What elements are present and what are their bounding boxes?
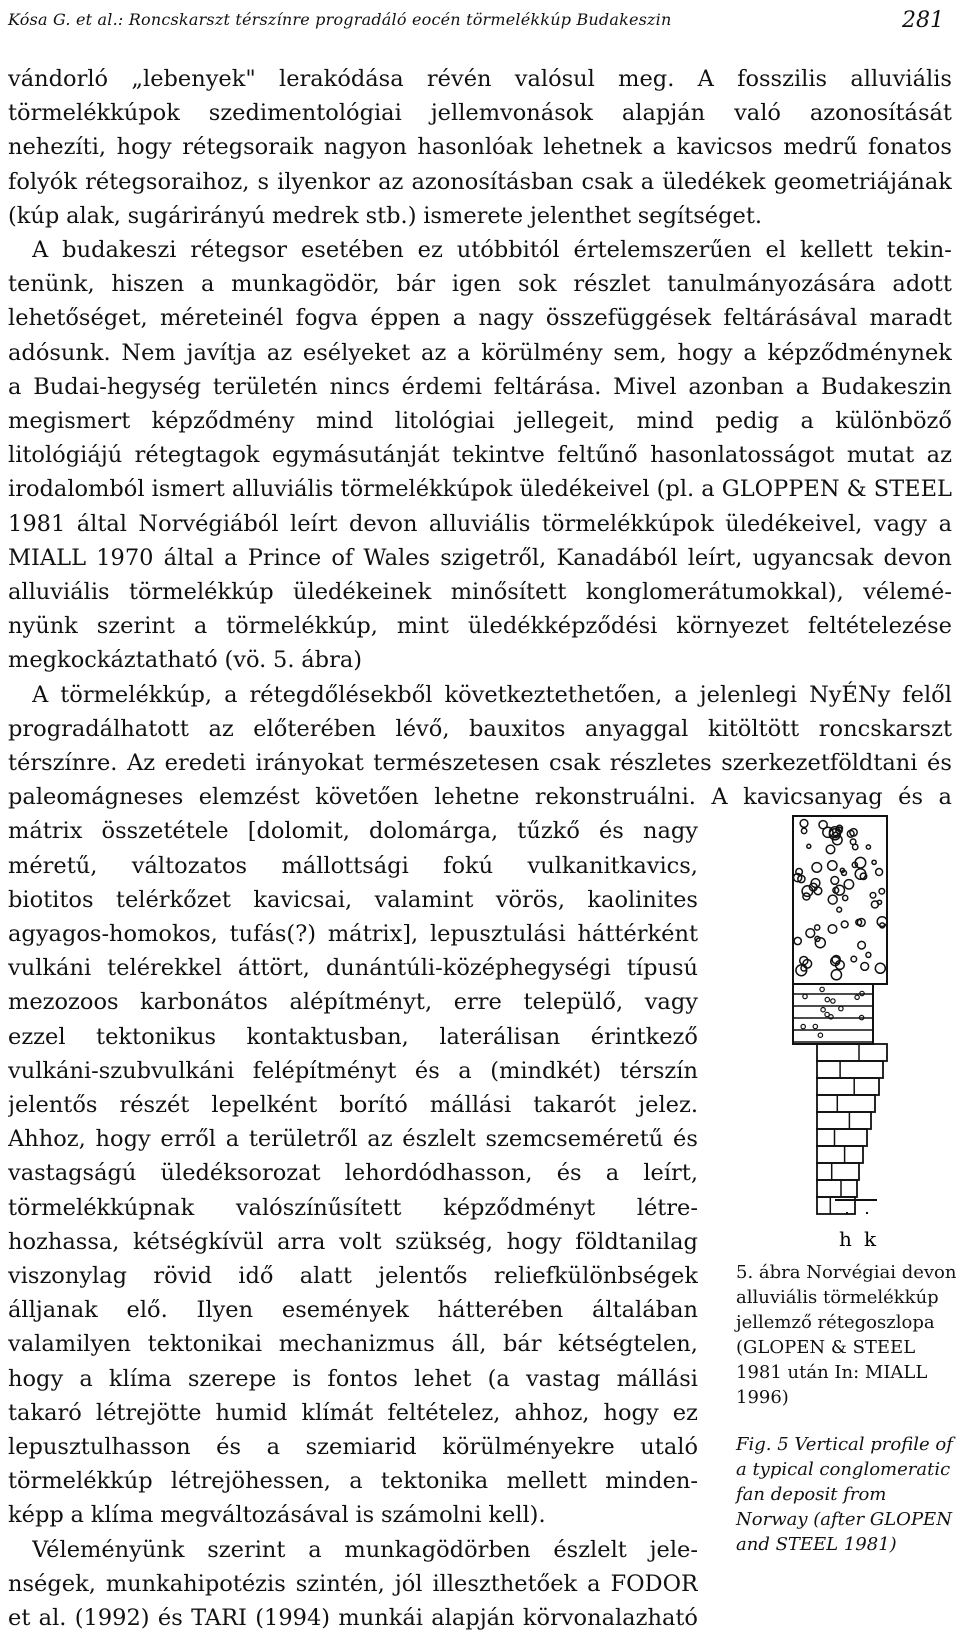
running-title: Kósa G. et al.: Roncskarszt térszínre progradáló eocén törmelékkúp Budakeszin bbox=[8, 10, 672, 29]
pebble bbox=[837, 907, 842, 912]
sandstone-bed bbox=[793, 984, 873, 1044]
figure-caption-english: Fig. 5 Vertical profile of a typical conglomeratic fan deposit from Norway (after GLOPEN and STEEL 1981) bbox=[736, 1434, 953, 1555]
text-line: a Budai-hegység területén nincs érdemi feltárása. Mivel azonban a Budakeszin bbox=[8, 373, 952, 400]
pebble bbox=[880, 923, 885, 928]
pebble bbox=[828, 861, 837, 870]
pebble bbox=[828, 895, 837, 904]
mudstone-bed bbox=[817, 1078, 879, 1095]
text-line: mezozoos karbonátos alépítményt, erre települő, vagy bbox=[8, 989, 698, 1016]
text-line: ezzel tektonikus kontaktusban, laterálisan érintkező bbox=[8, 1023, 698, 1050]
text-line: megismert képződmény mind litológiai jellegeit, mind pedig a különböző bbox=[8, 408, 952, 434]
text-line: nségek, munkahipotézis szintén, jól illeszthetőek a FODOR bbox=[8, 1570, 698, 1597]
text-line: agyagos-homokos, tufás(?) mátrix], lepusztulási háttérként bbox=[8, 921, 698, 947]
axis-label-h: h bbox=[839, 1227, 852, 1251]
text-line: vastagságú üledéksorozat lehordódhasson, és a leírt, bbox=[8, 1160, 698, 1187]
text-line: vándorló „lebenyek" lerakódása révén valósul meg. A fosszilis alluviális bbox=[8, 66, 952, 92]
text-line: 1981 által Norvégiából leírt devon alluviális törmelékkúpok üledékeivel, vagy a bbox=[8, 510, 952, 537]
text-line: álljanak elő. Ilyen események hátterében általában bbox=[8, 1297, 698, 1324]
page-number: 281 bbox=[902, 8, 944, 33]
mudstone-bed bbox=[817, 1146, 863, 1163]
pebble bbox=[877, 917, 887, 927]
pebble bbox=[801, 828, 806, 833]
text-line: hozhassa, kétségkívül arra volt szükség, hogy földtanilag bbox=[8, 1228, 698, 1255]
pebble bbox=[866, 845, 870, 849]
axis-label-k: k bbox=[864, 1227, 877, 1251]
text-line: megkockáztatható (vö. 5. ábra) bbox=[8, 647, 363, 674]
running-header bbox=[8, 8, 952, 38]
pebble bbox=[879, 889, 885, 895]
pebble bbox=[815, 925, 820, 930]
stratigraphic-column-drawing bbox=[787, 812, 907, 1252]
pebble bbox=[843, 895, 848, 900]
pebble bbox=[870, 893, 876, 899]
pebble bbox=[806, 929, 815, 938]
pebble bbox=[819, 821, 827, 829]
pebble bbox=[812, 863, 822, 873]
pebble bbox=[872, 860, 876, 864]
stratigraphic-column-figure bbox=[787, 812, 907, 1252]
pebble bbox=[794, 937, 801, 944]
text-line: hogy a klíma szerepe is fontos lehet (a vastag mállási bbox=[8, 1365, 698, 1392]
mudstone-bed bbox=[817, 1129, 867, 1146]
text-line: et al. (1992) és TARI (1994) munkái alapján körvonalazható bbox=[8, 1605, 698, 1631]
pebble bbox=[828, 925, 837, 934]
pebble bbox=[866, 952, 871, 957]
pebble bbox=[876, 869, 883, 876]
pebble bbox=[877, 900, 881, 904]
mudstone-bed bbox=[817, 1112, 871, 1129]
text-line: folyók rétegsoraihoz, s ilyenkor az azonosításban csak a üledékek geometriájának bbox=[8, 168, 952, 195]
text-line: adósunk. Nem javítja az esélyeket az a körülmény sem, hogy a képződménynek bbox=[8, 339, 952, 366]
text-line: A törmelékkúp, a rétegdőlésekből következtethetően, a jelenlegi NyÉNy felől bbox=[32, 681, 952, 708]
text-line: lehetőséget, méreteinél fogva éppen a nagy összefüggések feltárásával maradt bbox=[8, 305, 952, 332]
text-line: törmelékkúp létrejöhessen, a tektonika mellett minden- bbox=[8, 1468, 698, 1495]
mudstone-bed bbox=[817, 1061, 883, 1078]
text-line: viszonylag rövid idő alatt jelentős reliefkülönbségek bbox=[8, 1263, 698, 1289]
pebble bbox=[831, 877, 839, 885]
text-line: litológiájú rétegtagok egymásutánját tekintve feltűnő hasonlatosságot mutat az bbox=[8, 442, 952, 469]
text-line: jelentős részét lepelként borító mállási takarót jelez. bbox=[8, 1092, 698, 1118]
figure-caption-hungarian: 5. ábra Norvégiai devon alluviális törmelékkúp jellemző rétegoszlopa (GLOPEN & STEEL 1981 után In: MIALL 1996) bbox=[736, 1262, 957, 1408]
text-line: vulkáni-szubvulkáni felépítményt és a (mindkét) térszín bbox=[8, 1057, 698, 1084]
text-line: (kúp alak, sugárirányú medrek stb.) ismerete jelenthet segítséget. bbox=[8, 202, 763, 229]
pebble bbox=[861, 963, 869, 971]
text-line: vulkáni telérekkel áttört, dunántúli-középhegységi típusú bbox=[8, 955, 698, 982]
text-line: méretű, változatos mállottsági fokú vulkanitkavics, bbox=[8, 852, 698, 879]
pebble bbox=[875, 963, 885, 973]
mudstone-bed bbox=[817, 1044, 887, 1061]
text-line: progradálhatott az előterében lévő, bauxitos anyaggal kitöltött roncskarszt bbox=[8, 715, 952, 742]
text-line: paleomágneses elemzést követően lehetne rekonstruálni. A kavicsanyag és a bbox=[8, 784, 952, 811]
text-line: mátrix összetétele [dolomit, dolomárga, tűzkő és nagy bbox=[8, 818, 698, 845]
pebble bbox=[858, 941, 866, 949]
mudstone-bed bbox=[817, 1180, 857, 1197]
text-line: biotitos telérkőzet kavicsai, valamint vörös, kaolinites bbox=[8, 886, 698, 913]
pebble bbox=[800, 820, 808, 828]
text-line: irodalomból ismert alluviális törmelékkúpok üledékeivel (pl. a GLOPPEN & STEEL bbox=[8, 476, 952, 503]
pebble bbox=[826, 845, 835, 854]
text-line: lepusztulhasson és a szemiarid körülményekre utaló bbox=[8, 1434, 698, 1460]
pebble bbox=[841, 921, 848, 928]
pebble bbox=[853, 844, 858, 849]
pebble bbox=[851, 956, 857, 962]
pebble bbox=[844, 880, 853, 889]
text-line: nyünk szerint a törmelékkúp, mint üledékképződési környezet feltételezése bbox=[8, 613, 952, 640]
text-line: Véleményünk szerint a munkagödörben észlelt jele- bbox=[32, 1536, 698, 1563]
text-line: A budakeszi rétegsor esetében ez utóbbitól értelemszerűen el kellett tekin- bbox=[32, 237, 952, 263]
text-line: nehezíti, hogy rétegsoraik nagyon hasonlóak lehetnek a kavicsos medrű fonatos bbox=[8, 134, 952, 161]
text-line: alluviális törmelékkúp üledékeinek minősített konglomerátumokkal), vélemé- bbox=[8, 579, 952, 605]
mudstone-bed bbox=[817, 1095, 875, 1112]
text-line: törmelékkúpnak valószínűsített képződményt létre- bbox=[8, 1194, 698, 1221]
text-line: valamilyen tektonikai mechanizmus áll, bár kétségtelen, bbox=[8, 1331, 698, 1358]
pebble bbox=[831, 970, 841, 980]
text-line: tenünk, hiszen a munkagödör, bár igen sok részlet tanulmányozására adott bbox=[8, 271, 952, 298]
pebble bbox=[807, 844, 811, 848]
text-line: törmelékkúpok szedimentológiai jellemvonások alapján való azonosítását bbox=[8, 100, 952, 127]
text-line: képp a klíma megváltozásával is számolni kell). bbox=[8, 1502, 546, 1529]
text-line: takaró létrejötte humid klímát feltételez, ahhoz, hogy ez bbox=[8, 1399, 698, 1426]
text-line: MIALL 1970 által a Prince of Wales szigetről, Kanadából leírt, ugyancsak devon bbox=[8, 544, 952, 571]
mudstone-bed bbox=[817, 1163, 859, 1180]
text-line: Ahhoz, hogy erről a területről az észlelt szemcseméretű és bbox=[8, 1126, 698, 1153]
text-line: térszínre. Az eredeti irányokat természetesen csak részletes szerkezetföldtani és bbox=[8, 750, 952, 776]
